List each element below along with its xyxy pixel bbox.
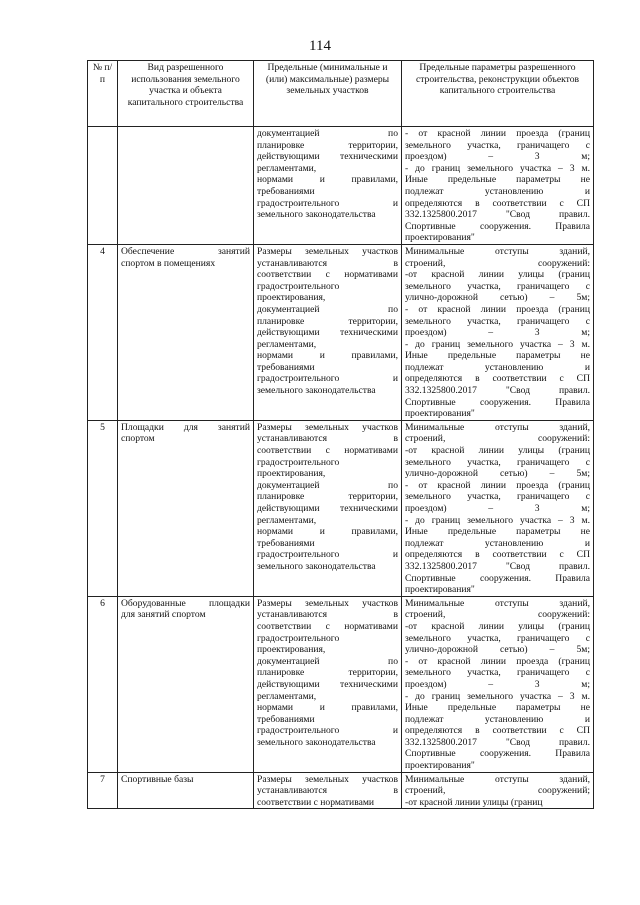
cell-line: - от красной линии проезда (границ	[405, 479, 590, 491]
cell-line: - от красной линии проезда (границ	[405, 655, 590, 667]
page-number: 114	[309, 38, 331, 54]
cell-line: требованиями	[257, 185, 315, 197]
cell-line: документацией по	[257, 128, 398, 139]
cell-line: Размеры земельных участков	[257, 245, 398, 257]
cell-params	[402, 772, 594, 809]
cell-line: документацией по	[257, 303, 398, 315]
cell-line: для занятий спортом	[121, 609, 206, 621]
cell-line: документацией по	[257, 655, 398, 667]
cell-line: градостроительного и	[257, 725, 398, 737]
cell-line: соответствии с нормативами	[257, 796, 375, 808]
cell-line: нормами и правилами,	[257, 526, 398, 538]
cell-line: земельного законодательства	[257, 560, 376, 572]
cell-line: - до границ земельного участка – 3 м.	[405, 338, 590, 350]
cell-line: проездом) – 3 м;	[405, 678, 590, 690]
cell-line: градостроительного	[257, 456, 340, 468]
cell-line: строений, сооружений:	[405, 433, 590, 445]
cell-line: подлежат установлению и	[405, 713, 590, 725]
row-number: 4	[88, 244, 118, 420]
cell-line: планировке территории,	[257, 491, 398, 503]
header-size: Предельные (минимальные и (или) максимальные) размеры земельных участков	[254, 61, 402, 127]
cell-line: Спортивные сооружения. Правила	[405, 748, 590, 760]
cell-line: определяются в соответствии с СП	[405, 549, 590, 561]
cell-line: требованиями	[257, 361, 315, 373]
cell-line: спортом в помещениях	[121, 257, 216, 269]
cell-line: градостроительного и	[257, 373, 398, 385]
cell-line: - от красной линии проезда (границ	[405, 303, 590, 315]
cell-line: -от красной линии улицы (границ	[405, 620, 590, 632]
cell-line: подлежат установлению и	[405, 361, 590, 373]
cell-line: Минимальные отступы зданий,	[405, 773, 590, 785]
cell-line: требованиями	[257, 537, 315, 549]
cell-line: Иные предельные параметры не	[405, 702, 590, 714]
cell-use	[118, 596, 254, 772]
cell-line: 332.1325800.2017 "Свод правил.	[405, 736, 590, 748]
cell-line: регламентами,	[257, 162, 317, 174]
cell-line: действующими техническими	[257, 678, 398, 690]
cell-size	[254, 596, 402, 772]
cell-line: земельного законодательства	[257, 385, 376, 397]
cell-line: 332.1325800.2017 "Свод правил.	[405, 385, 590, 397]
cell-line: Размеры земельных участков	[257, 773, 398, 785]
cell-size	[254, 127, 402, 245]
cell-line: -от красной линии улицы (границ	[405, 796, 543, 808]
cell-line: проектирования,	[257, 468, 326, 480]
row-number: 7	[88, 772, 118, 809]
row-number: 5	[88, 420, 118, 596]
cell-line: - до границ земельного участка – 3 м.	[405, 690, 590, 702]
cell-size	[254, 772, 402, 809]
cell-line: градостроительного и	[257, 549, 398, 561]
cell-line: Минимальные отступы зданий,	[405, 421, 590, 433]
table-row	[88, 772, 594, 809]
cell-line: проездом) – 3 м;	[405, 327, 590, 339]
cell-line: соответствии с нормативами	[257, 620, 398, 632]
cell-line: проектирования"	[405, 760, 475, 772]
cell-line: - до границ земельного участка – 3 м.	[405, 162, 590, 174]
row-number	[88, 127, 118, 245]
cell-use	[118, 244, 254, 420]
cell-line: определяются в соответствии с СП	[405, 373, 590, 385]
cell-line: требованиями	[257, 713, 315, 725]
table-row	[88, 127, 594, 245]
cell-line: земельного участка, граничащего с	[405, 456, 590, 468]
cell-line: действующими техническими	[257, 151, 398, 163]
cell-use	[118, 420, 254, 596]
cell-line: Спортивные сооружения. Правила	[405, 572, 590, 584]
table-header-row	[88, 61, 594, 127]
cell-params	[402, 420, 594, 596]
cell-line: нормами и правилами,	[257, 702, 398, 714]
cell-line: Минимальные отступы зданий,	[405, 597, 590, 609]
row-number: 6	[88, 596, 118, 772]
cell-line: Иные предельные параметры не	[405, 526, 590, 538]
cell-line: градостроительного и	[257, 197, 398, 209]
cell-line: устанавливаются в	[257, 609, 398, 621]
cell-line: земельного законодательства	[257, 209, 376, 221]
cell-line: -от красной линии улицы (границ	[405, 269, 590, 281]
cell-line: земельного участка, граничащего с	[405, 315, 590, 327]
table-body	[88, 127, 594, 809]
cell-line: планировке территории,	[257, 667, 398, 679]
cell-line: подлежат установлению и	[405, 185, 590, 197]
cell-line: определяются в соответствии с СП	[405, 197, 590, 209]
cell-line: -от красной линии улицы (границ	[405, 445, 590, 457]
cell-line: устанавливаются в	[257, 257, 398, 269]
cell-line: регламентами,	[257, 514, 317, 526]
cell-line: градостроительного	[257, 632, 340, 644]
cell-line: строений, сооружений;	[405, 785, 590, 797]
cell-line: спортом	[121, 433, 155, 445]
cell-line: земельного участка, граничащего с	[405, 139, 590, 151]
cell-use	[118, 127, 254, 245]
header-use: Вид разрешенного использования земельного участка и объекта капитального строительства	[118, 61, 254, 127]
cell-line: 332.1325800.2017 "Свод правил.	[405, 560, 590, 572]
cell-line: действующими техническими	[257, 327, 398, 339]
cell-line: улично-дорожной сетью) – 5м;	[405, 292, 590, 304]
cell-line: Иные предельные параметры не	[405, 350, 590, 362]
cell-line: проектирования"	[405, 232, 475, 244]
cell-line: регламентами,	[257, 338, 317, 350]
cell-line: Размеры земельных участков	[257, 421, 398, 433]
cell-line: строений, сооружений:	[405, 609, 590, 621]
cell-line: Иные предельные параметры не	[405, 174, 590, 186]
header-params: Предельные параметры разрешенного строительства, реконструкции объектов капитального строительства	[402, 61, 594, 127]
cell-line: 332.1325800.2017 "Свод правил.	[405, 209, 590, 221]
cell-line: проездом) – 3 м;	[405, 151, 590, 163]
cell-line: улично-дорожной сетью) – 5м;	[405, 468, 590, 480]
header-num: № п/п	[88, 61, 118, 127]
cell-line: подлежат установлению и	[405, 537, 590, 549]
cell-line: улично-дорожной сетью) – 5м;	[405, 644, 590, 656]
cell-line: соответствии с нормативами	[257, 445, 398, 457]
cell-params	[402, 596, 594, 772]
cell-line: документацией по	[257, 479, 398, 491]
cell-line: Спортивные базы	[121, 773, 194, 785]
cell-line: нормами и правилами,	[257, 350, 398, 362]
cell-line: земельного законодательства	[257, 736, 376, 748]
cell-line: строений, сооружений:	[405, 257, 590, 269]
cell-line: - от красной линии проезда (границ	[405, 128, 590, 139]
cell-line: проектирования"	[405, 408, 475, 420]
cell-line: определяются в соответствии с СП	[405, 725, 590, 737]
cell-line: Обеспечение занятий	[121, 245, 250, 257]
cell-line: проездом) – 3 м;	[405, 503, 590, 514]
cell-size	[254, 420, 402, 596]
cell-line: Размеры земельных участков	[257, 597, 398, 609]
cell-line: Оборудованные площадки	[121, 597, 250, 609]
cell-line: земельного участка, граничащего с	[405, 667, 590, 679]
cell-size	[254, 244, 402, 420]
cell-line: градостроительного	[257, 280, 340, 292]
cell-line: Площадки для занятий	[121, 421, 250, 433]
cell-line: регламентами,	[257, 690, 317, 702]
cell-params	[402, 244, 594, 420]
regulations-table	[87, 60, 594, 809]
cell-line: земельного участка, граничащего с	[405, 632, 590, 644]
cell-line: действующими техническими	[257, 503, 398, 514]
cell-line: проектирования,	[257, 292, 326, 304]
table-row	[88, 244, 594, 420]
cell-params	[402, 127, 594, 245]
table-row	[88, 596, 594, 772]
cell-line: соответствии с нормативами	[257, 269, 398, 281]
cell-line: Спортивные сооружения. Правила	[405, 220, 590, 232]
cell-line: нормами и правилами,	[257, 174, 398, 186]
table-row	[88, 420, 594, 596]
cell-line: планировке территории,	[257, 139, 398, 151]
cell-line: - до границ земельного участка – 3 м.	[405, 514, 590, 526]
cell-line: Минимальные отступы зданий,	[405, 245, 590, 257]
cell-use	[118, 772, 254, 809]
cell-line: проектирования"	[405, 584, 475, 596]
cell-line: устанавливаются в	[257, 785, 398, 797]
cell-line: земельного участка, граничащего с	[405, 491, 590, 503]
cell-line: планировке территории,	[257, 315, 398, 327]
cell-line: проектирования,	[257, 644, 326, 656]
cell-line: устанавливаются в	[257, 433, 398, 445]
cell-line: земельного участка, граничащего с	[405, 280, 590, 292]
cell-line: Спортивные сооружения. Правила	[405, 396, 590, 408]
